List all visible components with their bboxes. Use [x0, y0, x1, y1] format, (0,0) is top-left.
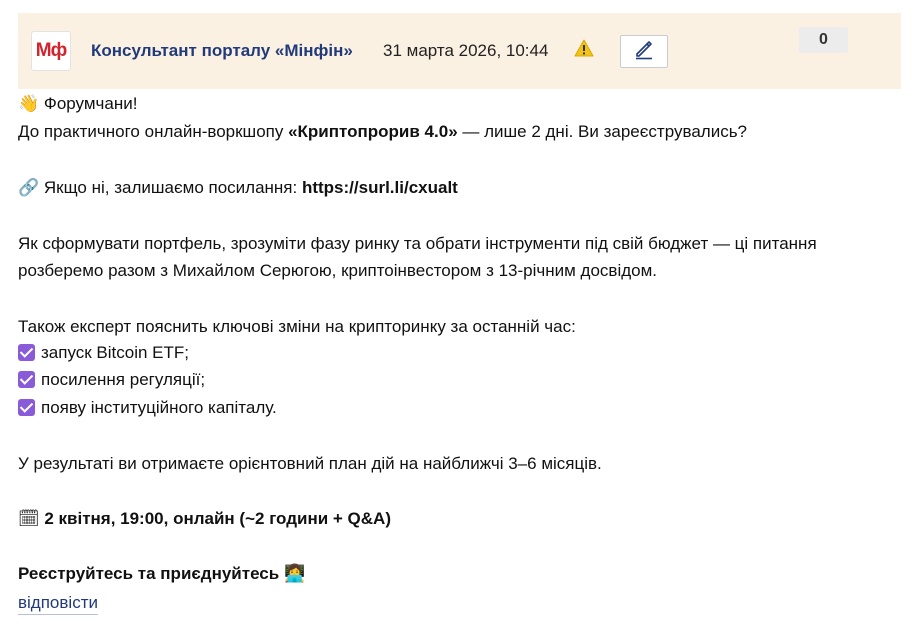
- event-details: 2 квітня, 19:00, онлайн (~2 години + Q&A): [44, 509, 391, 528]
- list-item-text: посилення регуляції;: [41, 370, 206, 389]
- greeting-line: [18, 94, 137, 114]
- link-emoji: 🔗: [18, 178, 40, 197]
- event-line: [18, 509, 391, 529]
- intro-line: [18, 122, 747, 142]
- list-item-text: появу інституційного капіталу.: [41, 398, 277, 417]
- checkbox-icon: [18, 371, 35, 388]
- wave-emoji: 👋: [18, 94, 40, 113]
- intro-text-post: — лише 2 дні. Ви зареєструвались?: [457, 122, 748, 141]
- warning-icon[interactable]: [574, 38, 594, 58]
- post-header: [18, 13, 901, 89]
- technologist-emoji: 👩‍💻: [283, 564, 306, 583]
- post-date: 31 марта 2026, 10:44: [383, 41, 549, 60]
- rating-counter[interactable]: 0: [799, 27, 848, 53]
- calendar-emoji: 🗓: [18, 509, 40, 528]
- intro-text-pre: До практичного онлайн-воркшопу: [18, 122, 289, 141]
- checkbox-icon: [18, 344, 35, 361]
- minfin-logo[interactable]: Мф: [31, 31, 71, 71]
- link-line: [18, 178, 458, 198]
- cta-line: [18, 564, 305, 584]
- list-item-text: запуск Bitcoin ETF;: [41, 343, 190, 362]
- registration-link[interactable]: https://surl.li/cxualt: [301, 178, 458, 197]
- author-link[interactable]: Консультант порталу «Мінфін»: [91, 41, 353, 60]
- paragraph-line-2: розберемо разом з Михайлом Серюгою, криптоінвестором з 13-річним досвідом.: [18, 261, 658, 280]
- paragraph-line-1: Як сформувати портфель, зрозуміти фазу ринку та обрати інструменти під свій бюджет — ці питання: [18, 234, 817, 253]
- list-item: [18, 343, 189, 363]
- list-item: [18, 370, 205, 390]
- checkbox-icon: [18, 399, 35, 416]
- changes-intro: Також експерт пояснить ключові зміни на крипторинку за останній час:: [18, 317, 576, 336]
- result-line: У результаті ви отримаєте орієнтовний план дій на найближчі 3–6 місяців.: [18, 454, 602, 473]
- list-item: [18, 398, 277, 418]
- edit-button[interactable]: [620, 35, 668, 68]
- pencil-icon: [633, 38, 655, 65]
- link-text: Якщо ні, залишаємо посилання:: [43, 178, 302, 197]
- workshop-name: «Криптопрорив 4.0»: [288, 122, 458, 141]
- cta-text: Реєструйтесь та приєднуйтесь: [18, 564, 280, 583]
- greeting-text: Форумчани!: [43, 94, 138, 113]
- reply-link[interactable]: відповісти: [18, 593, 98, 615]
